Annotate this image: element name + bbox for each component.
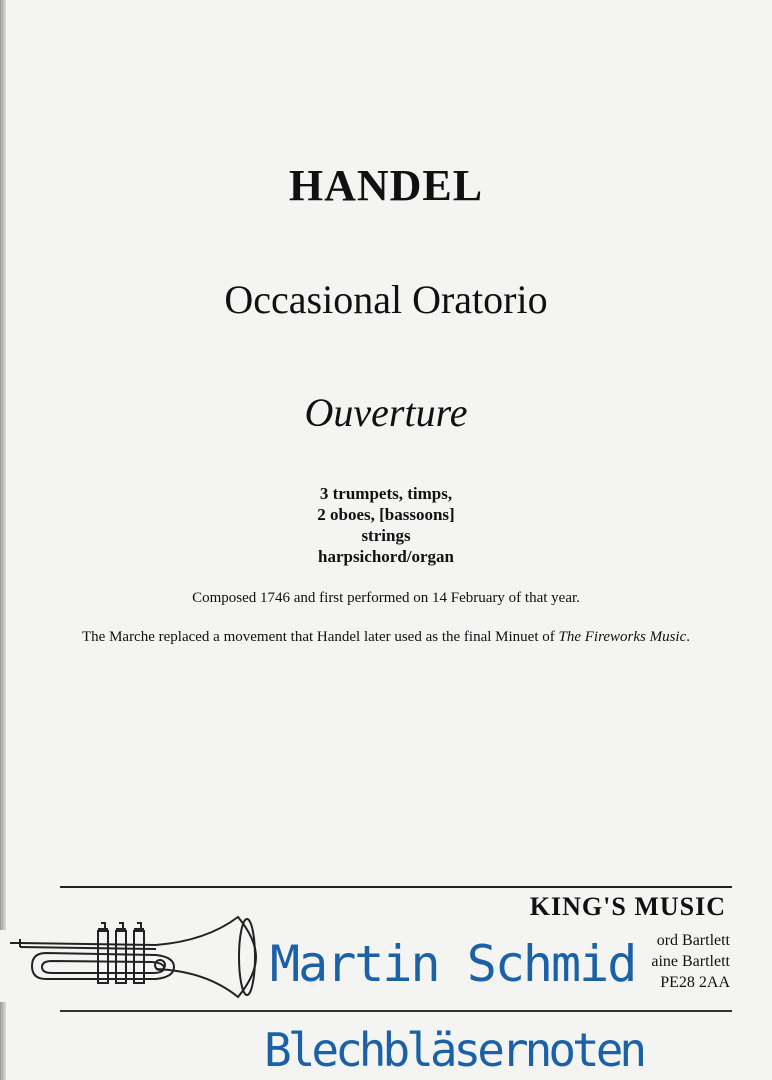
trumpet-icon	[6, 905, 276, 1015]
composition-note: Composed 1746 and first performed on 14 February of that year.	[192, 590, 580, 606]
marche-note-text: The Marche replaced a movement that Handel later used as the final Minuet of	[82, 629, 559, 645]
marche-note	[0, 629, 772, 646]
footer-rule	[60, 886, 732, 888]
watermark-subtitle: Blechbläsernoten	[264, 1023, 644, 1077]
publisher-line: PE28 2AA	[660, 974, 730, 991]
instrumentation-line: 2 oboes, [bassoons]	[317, 505, 455, 524]
marche-note-end: .	[686, 629, 690, 645]
instrumentation	[0, 483, 772, 567]
instrumentation-line: harpsichord/organ	[317, 547, 455, 566]
instrumentation-line: strings	[361, 526, 411, 545]
work-title: Occasional Oratorio	[224, 277, 548, 322]
instrumentation-line: 3 trumpets, timps,	[319, 484, 453, 503]
movement-title: Ouverture	[304, 390, 468, 435]
fireworks-music-title: The Fireworks Music	[558, 629, 687, 645]
publisher-line: ord Bartlett	[656, 932, 730, 949]
composer-title: HANDEL	[288, 161, 484, 210]
publisher-line: aine Bartlett	[651, 953, 730, 970]
publisher-name: KING'S MUSIC	[529, 892, 726, 921]
watermark-name: Martin Schmid	[270, 935, 636, 993]
